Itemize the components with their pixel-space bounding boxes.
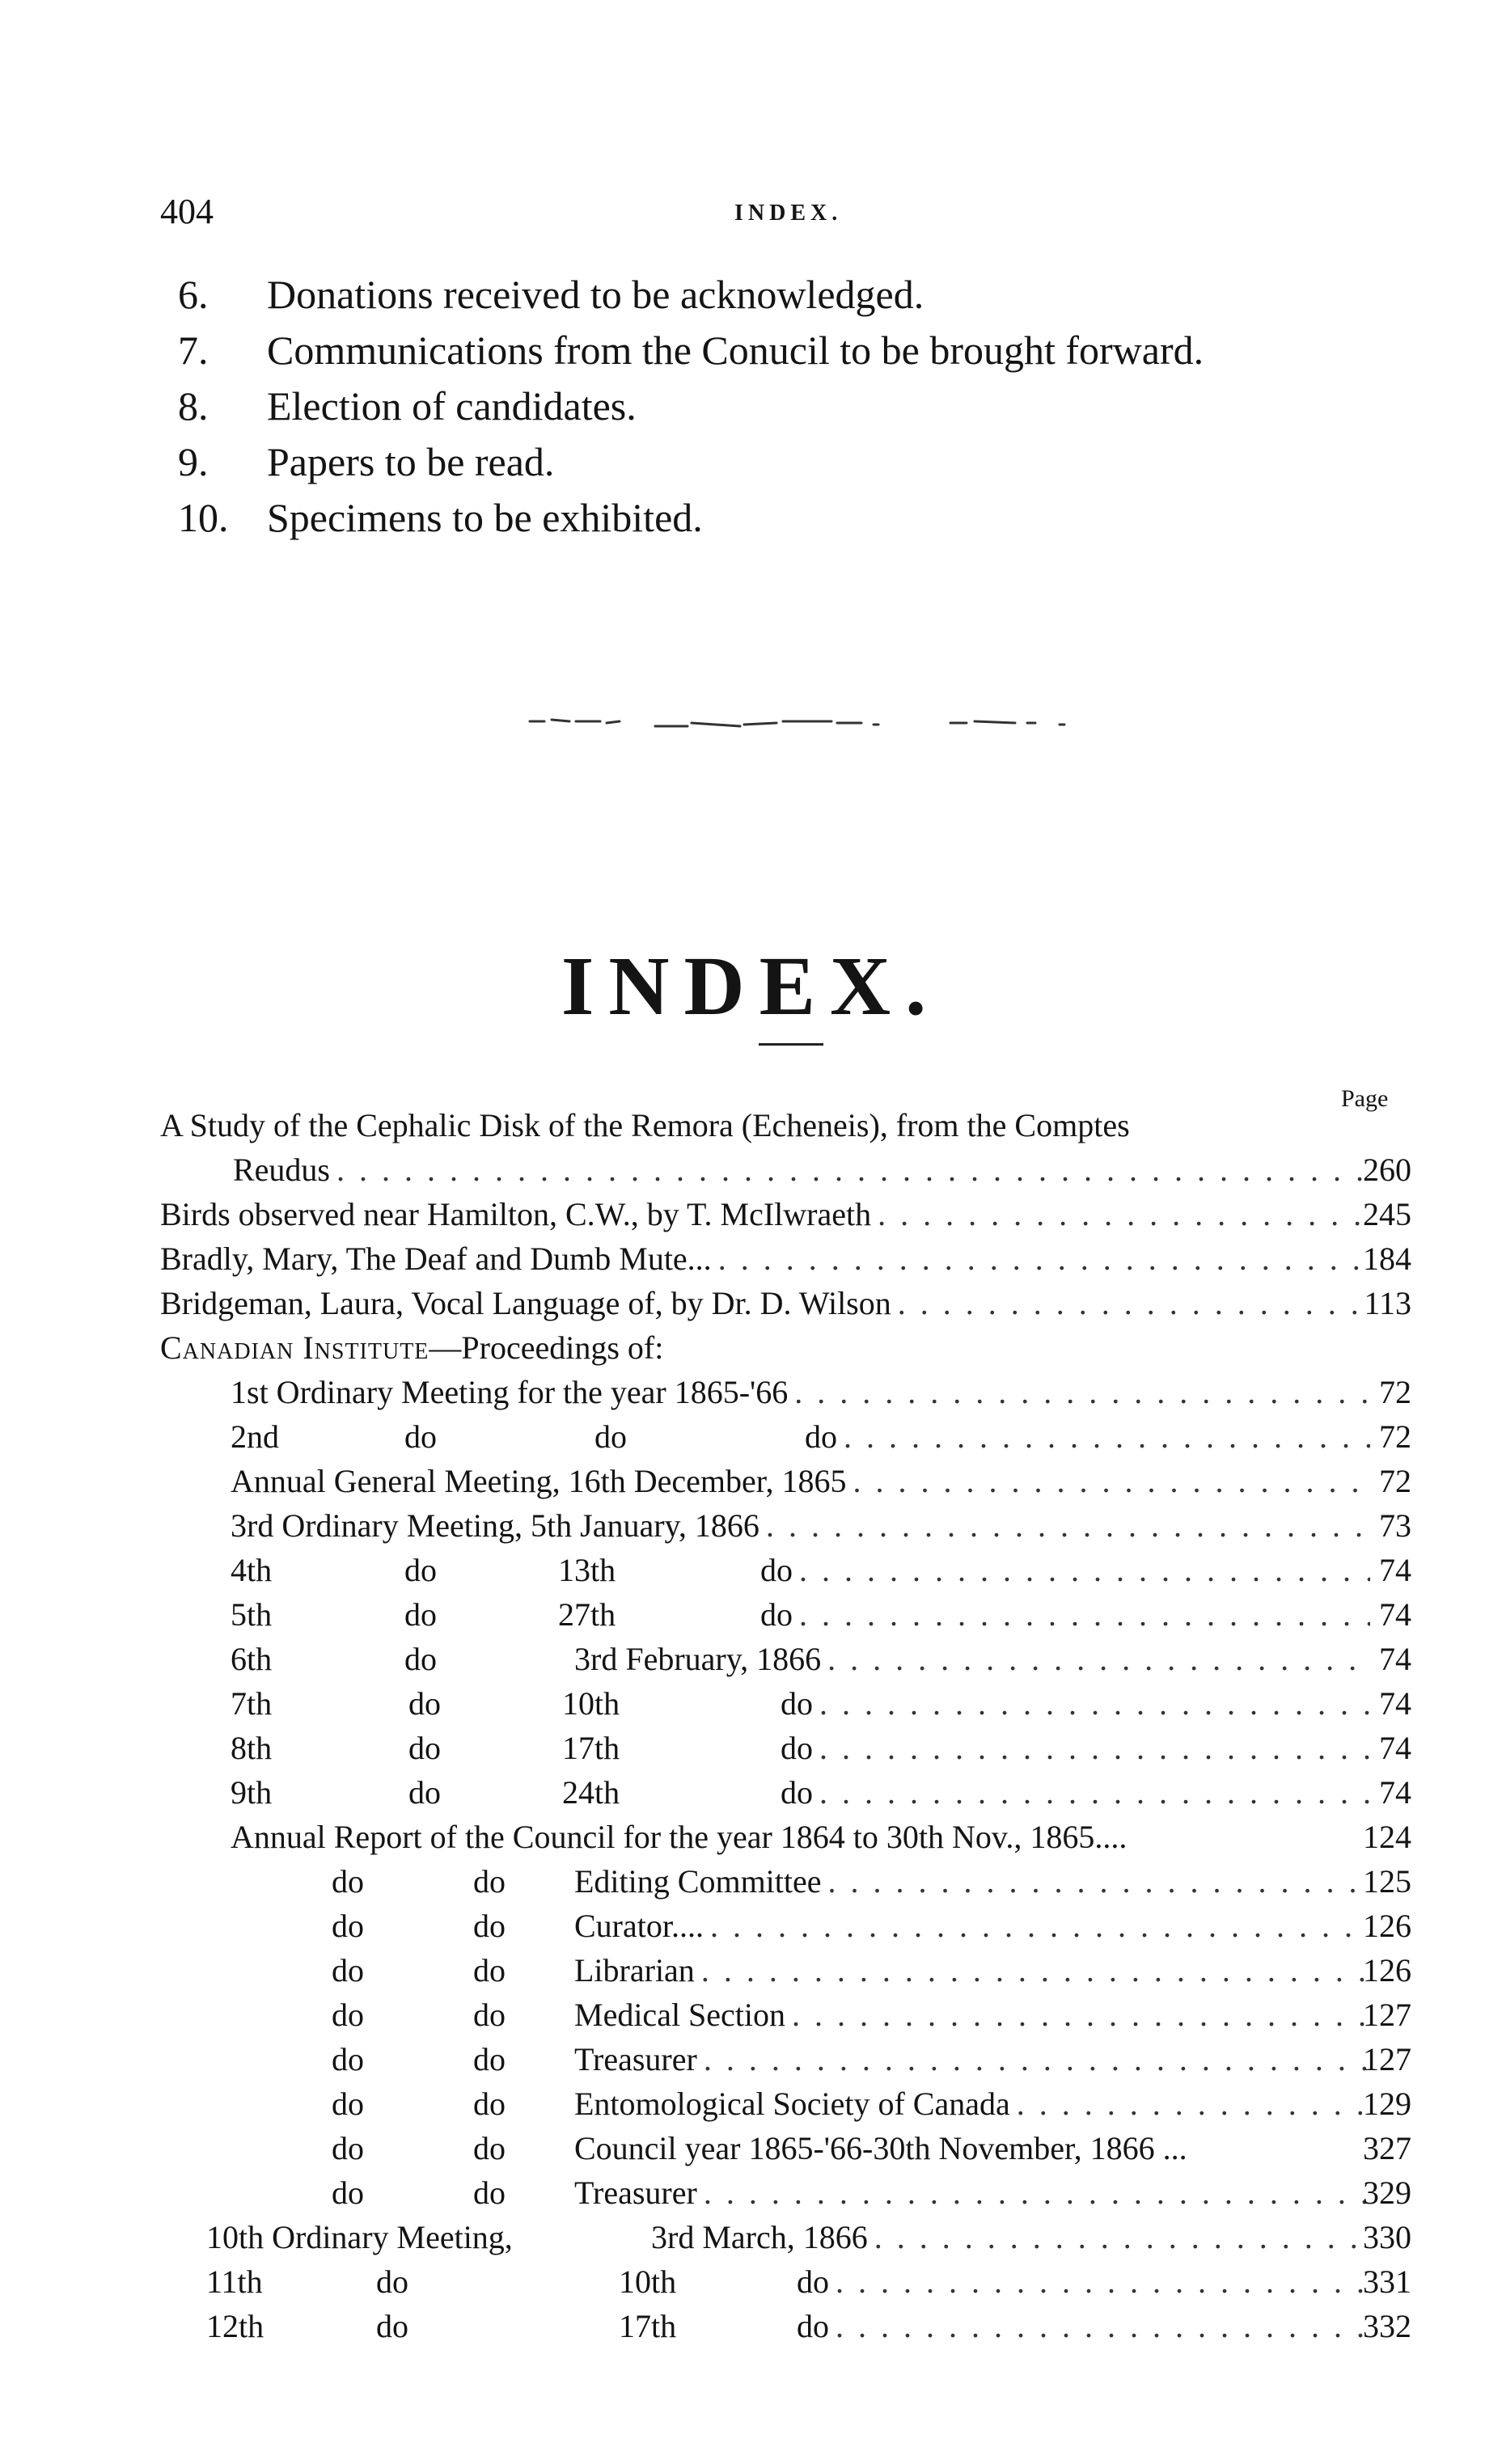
report-entry: do do Curator.... . . . 126 — [0, 1904, 1502, 1948]
meeting-entry: 8th do 17th do . . . 74 — [0, 1726, 1502, 1770]
index-title: INDEX. — [561, 940, 941, 1033]
report-entry: do do Librarian . . . 126 — [0, 1948, 1502, 1993]
report-entry: do do Treasurer . . . 329 — [0, 2170, 1502, 2215]
list-item: 8. Election of candidates. — [178, 383, 637, 429]
report-entry: do do Entomological Society of Canada . . . 129 — [0, 2082, 1502, 2126]
index-entries — [0, 1103, 1502, 2348]
meeting-entry: Annual General Meeting, 16th December, 1865 . . . 72 — [0, 1459, 1502, 1503]
report-entry: do do Editing Committee . . . 125 — [0, 1859, 1502, 1904]
meeting-entry: 1st Ordinary Meeting for the year 1865-'66 . . . 72 — [0, 1370, 1502, 1414]
page-ref: 184 — [1363, 1240, 1411, 1277]
meeting-entry: 5th do 27th do . . . 74 — [0, 1592, 1502, 1637]
meeting-entry: 10th Ordinary Meeting, 3rd March, 1866 . . . 330 — [0, 2215, 1502, 2259]
report-entry: do do Council year 1865-'66-30th November, 1866 ... 327 — [332, 2130, 1411, 2166]
section-heading: Canadian Institute—Proceedings of: — [160, 1329, 664, 1366]
page-ref: 113 — [1364, 1285, 1411, 1321]
index-entry: Reudus . . . 260 — [0, 1147, 1502, 1192]
meeting-entry: 4th do 13th do . . . 74 — [0, 1548, 1502, 1592]
meeting-entry: 7th do 10th do . . . 74 — [0, 1681, 1502, 1726]
meeting-entry: 6th do 3rd February, 1866 . . . 74 — [0, 1637, 1502, 1681]
list-item: 7. Communications from the Conucil to be brought forward. — [178, 328, 1204, 373]
page-ref: 245 — [1363, 1196, 1411, 1232]
meeting-entry: 9th do 24th do . . . 74 — [0, 1770, 1502, 1815]
numbered-list — [178, 267, 1391, 546]
index-entry: Bridgeman, Laura, Vocal Language of, by Dr. D. Wilson . . . 113 — [0, 1281, 1502, 1325]
report-entry: do do Medical Section . . . 127 — [0, 1993, 1502, 2037]
index-entry: Bradly, Mary, The Deaf and Dumb Mute... . . . 184 — [0, 1236, 1502, 1281]
list-item: 6. Donations received to be acknowledged. — [178, 272, 924, 317]
meeting-entry: 2nd do do do . . . 72 — [0, 1414, 1502, 1459]
title-rule — [759, 1043, 823, 1046]
meeting-entry: 11th do 10th do . . . 331 — [0, 2259, 1502, 2304]
list-item: 10. Specimens to be exhibited. — [178, 495, 703, 540]
page-number: 404 — [160, 192, 214, 231]
list-item: 9. Papers to be read. — [178, 439, 555, 484]
index-entry: A Study of the Cephalic Disk of the Remora (Echeneis), from the Comptes — [160, 1107, 1130, 1143]
ornament-divider — [526, 712, 1076, 736]
meeting-entry: 3rd Ordinary Meeting, 5th January, 1866 . . . 73 — [0, 1503, 1502, 1548]
report-entry: do do Treasurer . . . 127 — [0, 2037, 1502, 2082]
running-header: INDEX. — [734, 201, 843, 226]
page-ref: 260 — [1363, 1152, 1411, 1188]
index-entry: Birds observed near Hamilton, C.W., by T. McIlwraeth . . . 245 — [0, 1192, 1502, 1236]
meeting-entry: 12th do 17th do . . . 332 — [0, 2304, 1502, 2348]
report-entry: Annual Report of the Council for the year 1864 to 30th Nov., 1865.... 124 — [231, 1819, 1411, 1855]
page-column-label: Page — [1341, 1085, 1389, 1112]
